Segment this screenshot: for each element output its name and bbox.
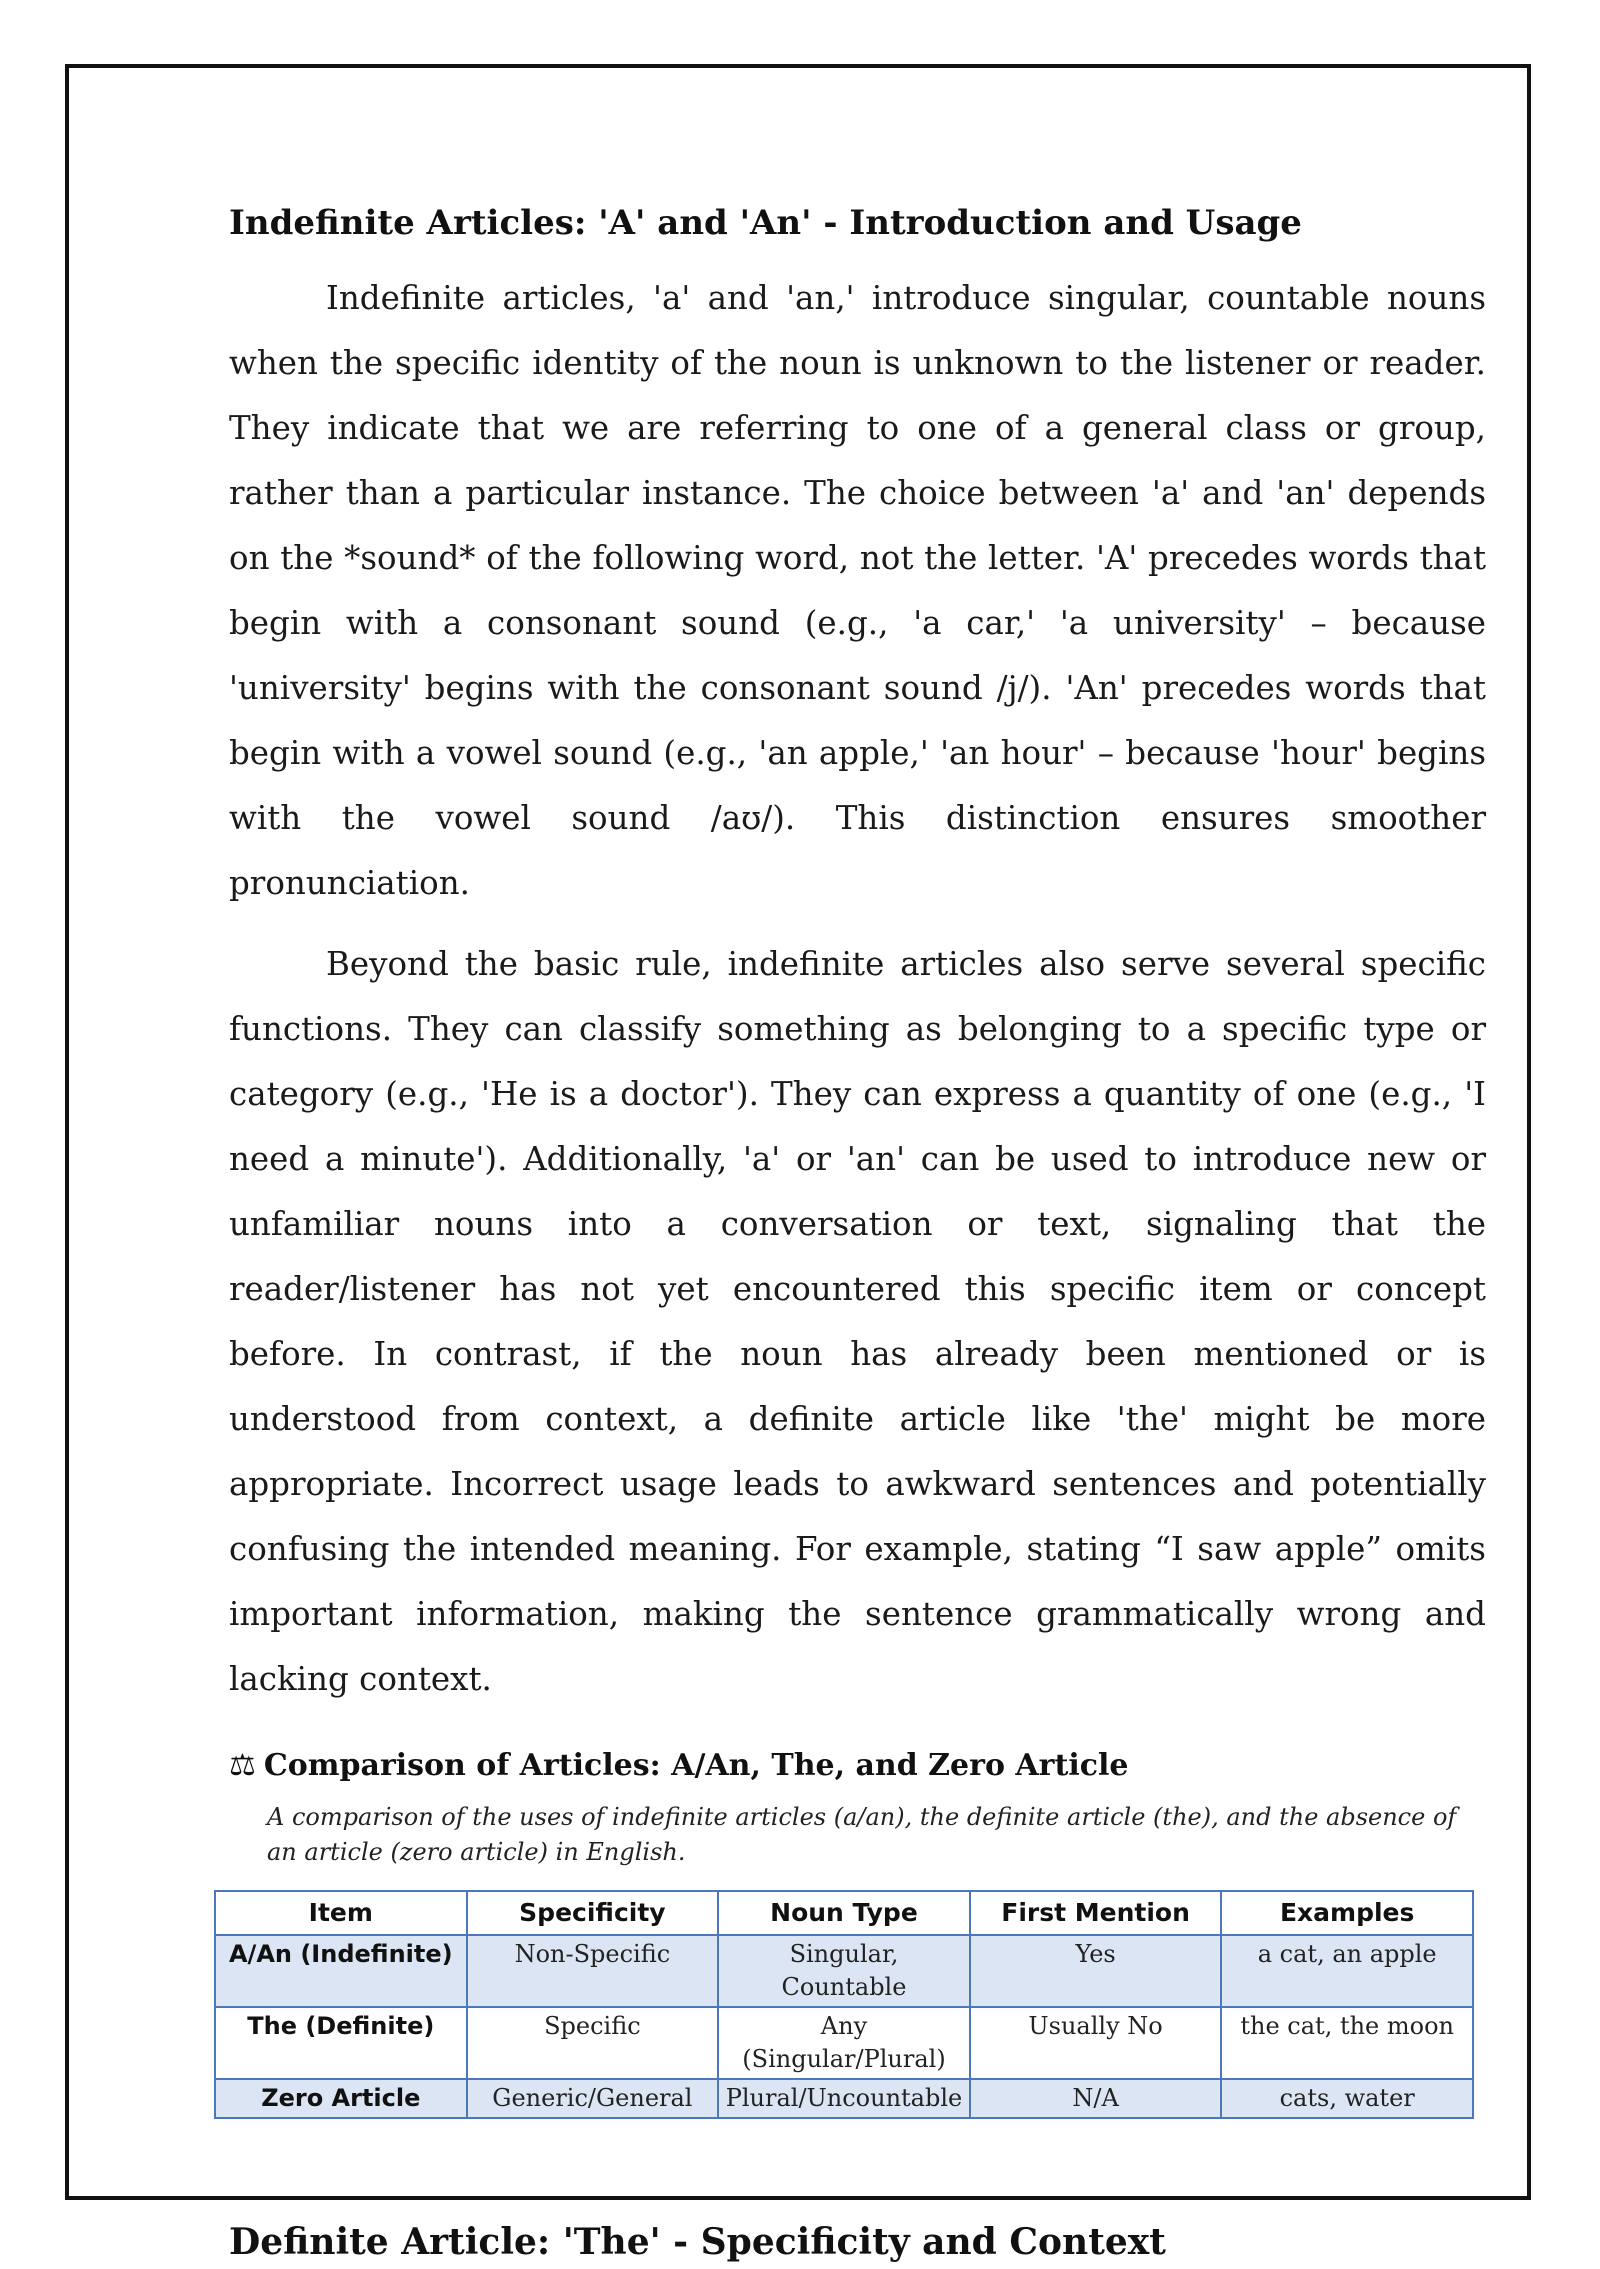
table-cell: Non-Specific	[467, 1935, 719, 2007]
table-row	[215, 2007, 1473, 2079]
paragraph: Beyond the basic rule, indefinite articles also serve several specific functions. They can classify something as belonging to a specific type or category (e.g., 'He is a doctor'). They can express a quantity of one (e.g., 'I need a minute'). Additionally, 'a' or 'an' can be used to introduce new or unfamiliar nouns into a conversation or text, signaling that the reader/listener has not yet encountered this specific item or concept before. In contrast, if the noun has already been mentioned or is understood from context, a definite article like 'the' might be more appropriate. Incorrect usage leads to awkward sentences and potentially confusing the intended meaning. For example, stating “I saw apple” omits important information, making the sentence grammatically wrong and lacking context.	[229, 945, 1486, 1698]
column-header: Examples	[1221, 1891, 1473, 1935]
comparison-table-block	[229, 1744, 1486, 2119]
table-cell: Generic/General	[467, 2079, 719, 2118]
table-description: A comparison of the uses of indefinite articles (a/an), the definite article (the), and the absence of an article (zero article) in English.	[267, 1803, 1457, 1866]
column-header: Specificity	[467, 1891, 719, 1935]
table-cell: cats, water	[1221, 2079, 1473, 2118]
scale-icon: ⚖	[229, 1748, 256, 1783]
column-header: First Mention	[970, 1891, 1222, 1935]
row-header-cell: The (Definite)	[215, 2007, 467, 2079]
table-cell: N/A	[970, 2079, 1222, 2118]
paragraph: Indefinite articles, 'a' and 'an,' introduce singular, countable nouns when the specific identity of the noun is unknown to the listener or reader. They indicate that we are referring to one of a general class or group, rather than a particular instance. The choice between 'a' and 'an' depends on the *sound* of the following word, not the letter. 'A' precedes words that begin with a consonant sound (e.g., 'a car,' 'a university' – because 'university' begins with the consonant sound /j/). 'An' precedes words that begin with a vowel sound (e.g., 'an apple,' 'an hour' – because 'hour' begins with the vowel sound /aʊ/). This distinction ensures smoother pronunciation.	[229, 279, 1486, 902]
row-header-cell: A/An (Indefinite)	[215, 1935, 467, 2007]
table-cell: the cat, the moon	[1221, 2007, 1473, 2079]
table-cell: Singular, Countable	[718, 1935, 970, 2007]
table-caption	[229, 1744, 1486, 1788]
table-header-row	[215, 1891, 1473, 1935]
table-cell: Specific	[467, 2007, 719, 2079]
table-row	[215, 2079, 1473, 2118]
document-content	[229, 196, 1486, 2269]
table-cell: Usually No	[970, 2007, 1222, 2079]
table-cell: Yes	[970, 1935, 1222, 2007]
column-header: Noun Type	[718, 1891, 970, 1935]
table-row	[215, 1935, 1473, 2007]
column-header: Item	[215, 1891, 467, 1935]
table-title: Comparison of Articles: A/An, The, and Zero Article	[263, 1748, 1129, 1783]
row-header-cell: Zero Article	[215, 2079, 467, 2118]
table-cell: Any (Singular/Plural)	[718, 2007, 970, 2079]
comparison-table	[214, 1890, 1474, 2119]
section-heading-definite-article: Definite Article: 'The' - Specificity and Context	[229, 2221, 1166, 2263]
section-heading-indefinite-articles: Indefinite Articles: 'A' and 'An' - Introduction and Usage	[229, 203, 1302, 243]
table-cell: a cat, an apple	[1221, 1935, 1473, 2007]
table-cell: Plural/Uncountable	[718, 2079, 970, 2118]
